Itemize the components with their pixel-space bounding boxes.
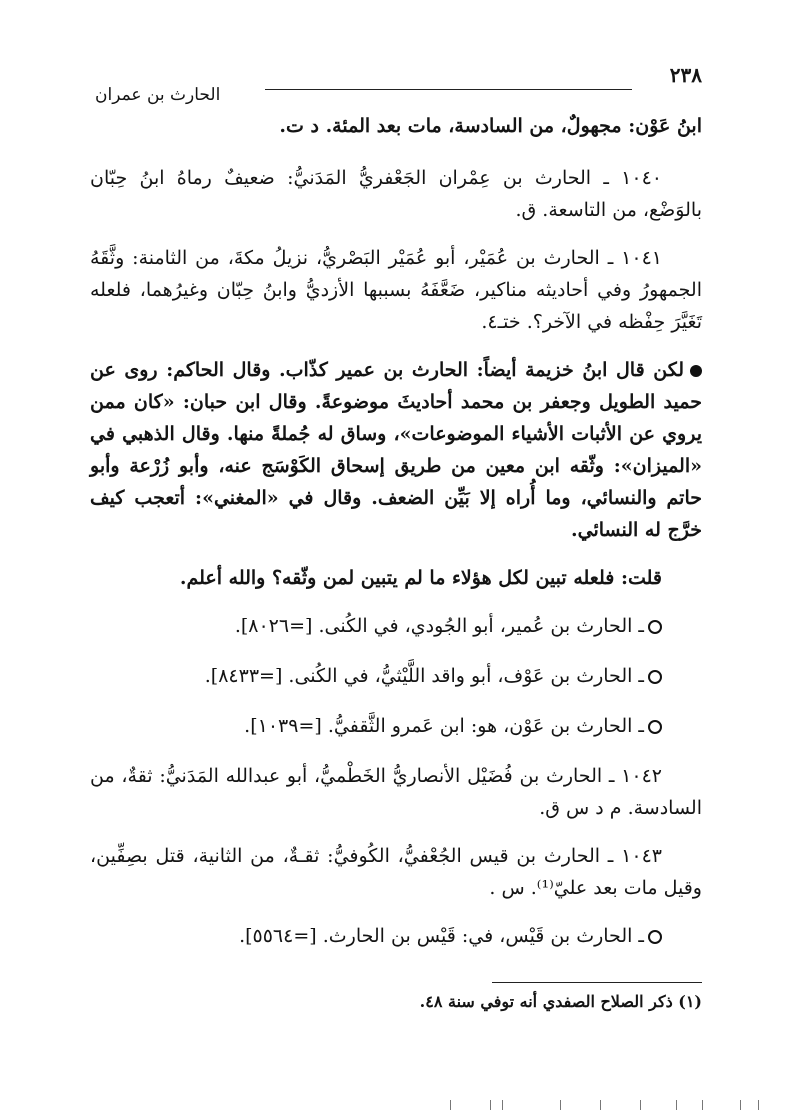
- cross-reference-text: ـ الحارث بن عُمير، أبو الجُودي، في الكُنى. [=٨٠٢٦].: [234, 615, 644, 637]
- cross-reference-text: ـ الحارث بن عَوْف، أبو واقد اللَّيْثيُّ، في الكُنى. [=٨٤٣٣].: [204, 665, 644, 687]
- page-header: [90, 63, 702, 103]
- ring-icon: [648, 930, 662, 944]
- ring-icon: [648, 670, 662, 684]
- footnote-rule: [492, 982, 702, 983]
- cross-reference-text: ـ الحارث بن قَيْس، في: قَيْس بن الحارث. [=٥٥٦٤].: [239, 925, 644, 947]
- page-number: ٢٣٨: [669, 63, 702, 87]
- entry-1042: ١٠٤٢ ـ الحارث بن فُضَيْل الأنصاريُّ الخَطْميُّ، أبو عبدالله المَدَنيُّ: ثقةٌ، من السادسة. م د س ق.: [90, 765, 702, 819]
- cross-reference-4: [90, 920, 702, 952]
- entry-1041: ١٠٤١ ـ الحارث بن عُمَيْر، أبو عُمَيْر البَصْريُّ، نزيلُ مكةَ، من الثامنة: وثَّقَهُ الجمهورُ وفي أحاديثه مناكير، ضَعَّفَهُ بسببها الأزديُّ وابنُ حِبّان وغيرُهما، فلعله تَغَيَّرَ حِفْظه في الآخر؟. ختـ٤.: [90, 247, 702, 333]
- scan-edge-marks: [440, 1096, 770, 1110]
- ring-icon: [648, 720, 662, 734]
- entry-1043: ١٠٤٣ ـ الحارث بن قيس الجُعْفيُّ، الكُوفيُّ: ثقـةٌ، من الثانية، قتل بصِفِّين، وقيل مات بعد عليّ⁽¹⁾. س .: [90, 845, 702, 899]
- cross-reference-text: ـ الحارث بن عَوْن، هو: ابن عَمرو الثَّقفيُّ. [=١٠٣٩].: [244, 715, 644, 737]
- cross-reference-3: [90, 710, 702, 742]
- entry-continuation: ابنُ عَوْن: مجهولٌ، من السادسة، مات بعد المئة. د ت.: [279, 115, 702, 137]
- commentary-text: لكن قال ابنُ خزيمة أيضاً: الحارث بن عمير كذّاب. وقال الحاكم: روى عن حميد الطويل وجعفر بن محمد أحاديثَ موضوعةً. وقال ابن حبان: «كان ممن يروي عن الأثبات الأشياء الموضوعات»، وساق له جُملةً منها. وقال الذهبي في «الميزان»: وثّقه ابن معين من طريق إسحاق الكَوْسَج عنه، وأبو زُرْعة وأبو حاتم والنسائي، وما أُراه إلا بَيِّن الضعف. وقال في «المغني»: أتعجب كيف خرَّج له النسائي.: [90, 359, 702, 541]
- footnote: (١) ذكر الصلاح الصفدي أنه توفي سنة ٤٨.: [419, 992, 702, 1011]
- book-page: [90, 55, 702, 1095]
- cross-reference-2: [90, 660, 702, 692]
- page-body: [90, 110, 702, 970]
- author-remark: قلت: فلعله تبين لكل هؤلاء ما لم يتبين لمن وثّقه؟ والله أعلم.: [179, 567, 662, 589]
- bullet-dot-icon: [690, 365, 702, 377]
- running-title: الحارث بن عمران: [95, 85, 221, 105]
- commentary-paragraph: [90, 354, 702, 546]
- cross-reference-1: [90, 610, 702, 642]
- entry-1040: ١٠٤٠ ـ الحارث بن عِمْران الجَعْفريُّ المَدَنيُّ: ضعيفٌ رماهُ ابنُ حِبّان بالوَضْع، من التاسعة. ق.: [90, 167, 702, 221]
- header-rule: [265, 89, 632, 90]
- ring-icon: [648, 620, 662, 634]
